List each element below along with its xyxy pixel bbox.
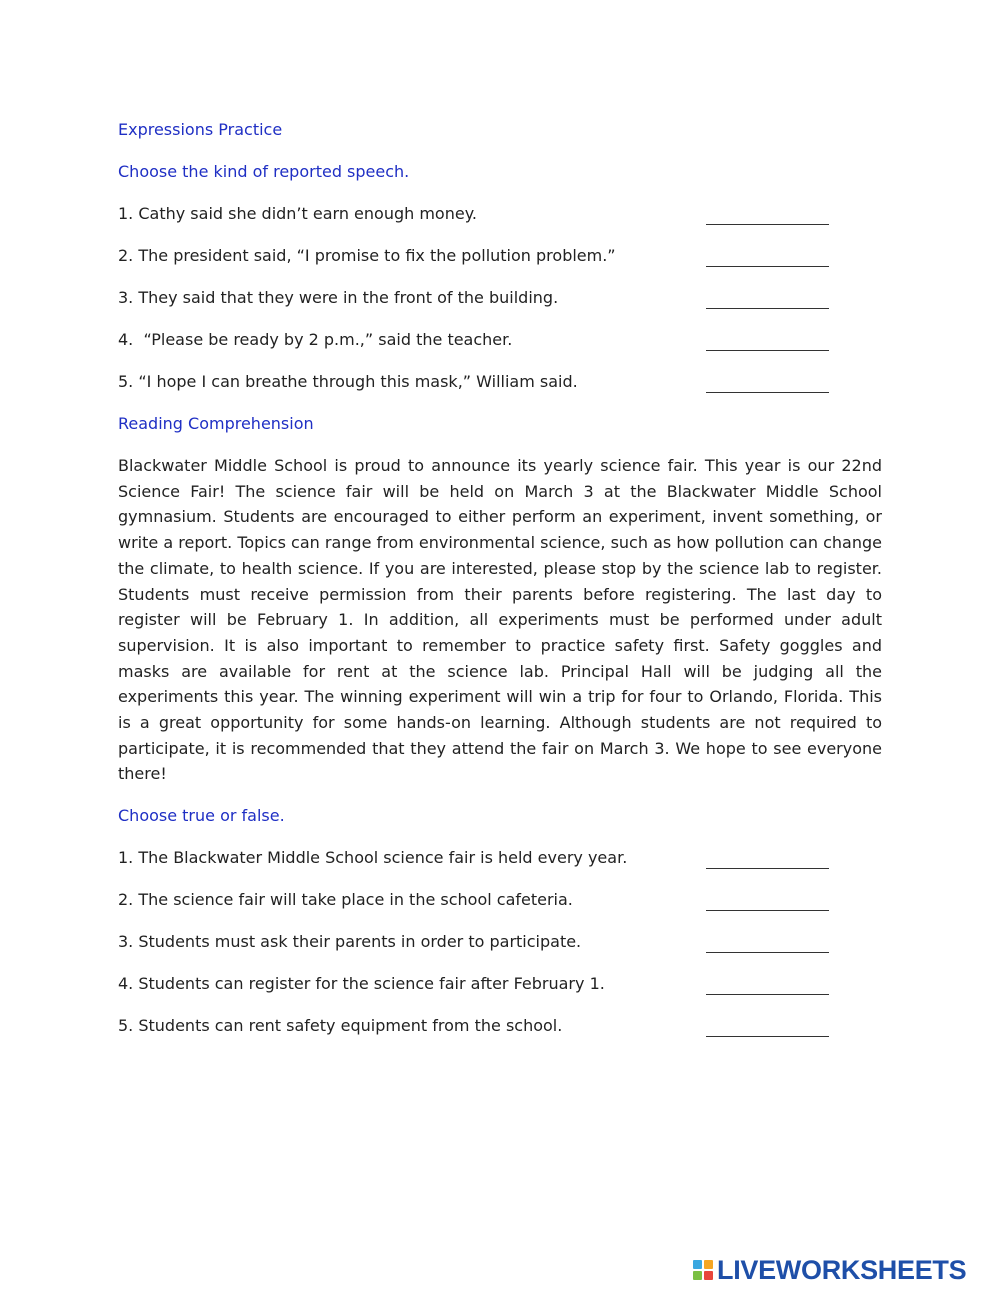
liveworksheets-logo xyxy=(693,1256,966,1284)
question-row xyxy=(118,1016,830,1038)
question-row xyxy=(118,848,830,870)
question-text: 5. Students can rent safety equipment from the school. xyxy=(118,1016,563,1035)
question-row xyxy=(118,890,830,912)
reading-passage: Blackwater Middle School is proud to announce its yearly science fair. This year is our 22nd Science Fair! The science fair will be held on March 3 at the Blackwater Middle School gymnasium. Students are encouraged to either perform an experiment, invent something, or write a report. Topics can range from environmental science, such as how pollution can change the climate, to health science. If you are interested, please stop by the science lab to register. Students must receive permission from their parents before registering. The last day to register will be February 1. In addition, all experiments must be performed under adult supervision. It is also important to remember to practice safety first. Safety goggles and masks are available for rent at the science lab. Principal Hall will be judging all the experiments this year. The winning experiment will win a trip for four to Orlando, Florida. This is a great opportunity for some hands-on learning. Although students are not required to participate, it is recommended that they attend the fair on March 3. We hope to see everyone there! xyxy=(118,456,882,784)
logo-tile xyxy=(693,1260,702,1269)
logo-wordmark: LIVEWORKSHEETS xyxy=(717,1255,967,1285)
section-title-expressions: Expressions Practice xyxy=(118,120,283,139)
answer-input-tf-3[interactable] xyxy=(706,932,829,953)
question-text: 2. The science fair will take place in the school cafeteria. xyxy=(118,890,573,909)
question-text: 4. Students can register for the science fair after February 1. xyxy=(118,974,605,993)
answer-input-speech-4[interactable] xyxy=(706,330,829,351)
question-text: 3. They said that they were in the front of the building. xyxy=(118,288,559,307)
answer-input-speech-3[interactable] xyxy=(706,288,829,309)
question-text: 3. Students must ask their parents in order to participate. xyxy=(118,932,582,951)
question-text: 1. The Blackwater Middle School science fair is held every year. xyxy=(118,848,628,867)
question-row xyxy=(118,246,830,268)
question-text: 5. “I hope I can breathe through this mask,” William said. xyxy=(118,372,578,391)
logo-tiles-icon xyxy=(693,1260,713,1280)
question-text: 1. Cathy said she didn’t earn enough money. xyxy=(118,204,477,223)
answer-input-speech-2[interactable] xyxy=(706,246,829,267)
question-row xyxy=(118,204,830,226)
question-row xyxy=(118,330,830,352)
question-text: 2. The president said, “I promise to fix the pollution problem.” xyxy=(118,246,616,265)
answer-input-speech-5[interactable] xyxy=(706,372,829,393)
question-row xyxy=(118,288,830,310)
section-title-reading: Reading Comprehension xyxy=(118,414,314,433)
logo-tile xyxy=(693,1271,702,1280)
answer-input-speech-1[interactable] xyxy=(706,204,829,225)
answer-input-tf-4[interactable] xyxy=(706,974,829,995)
logo-tile xyxy=(704,1271,713,1280)
question-text: 4. “Please be ready by 2 p.m.,” said the teacher. xyxy=(118,330,513,349)
answer-input-tf-5[interactable] xyxy=(706,1016,829,1037)
question-row xyxy=(118,372,830,394)
answer-input-tf-1[interactable] xyxy=(706,848,829,869)
logo-tile xyxy=(704,1260,713,1269)
instruction-true-false: Choose true or false. xyxy=(118,806,285,825)
question-row xyxy=(118,974,830,996)
question-row xyxy=(118,932,830,954)
instruction-reported-speech: Choose the kind of reported speech. xyxy=(118,162,410,181)
answer-input-tf-2[interactable] xyxy=(706,890,829,911)
